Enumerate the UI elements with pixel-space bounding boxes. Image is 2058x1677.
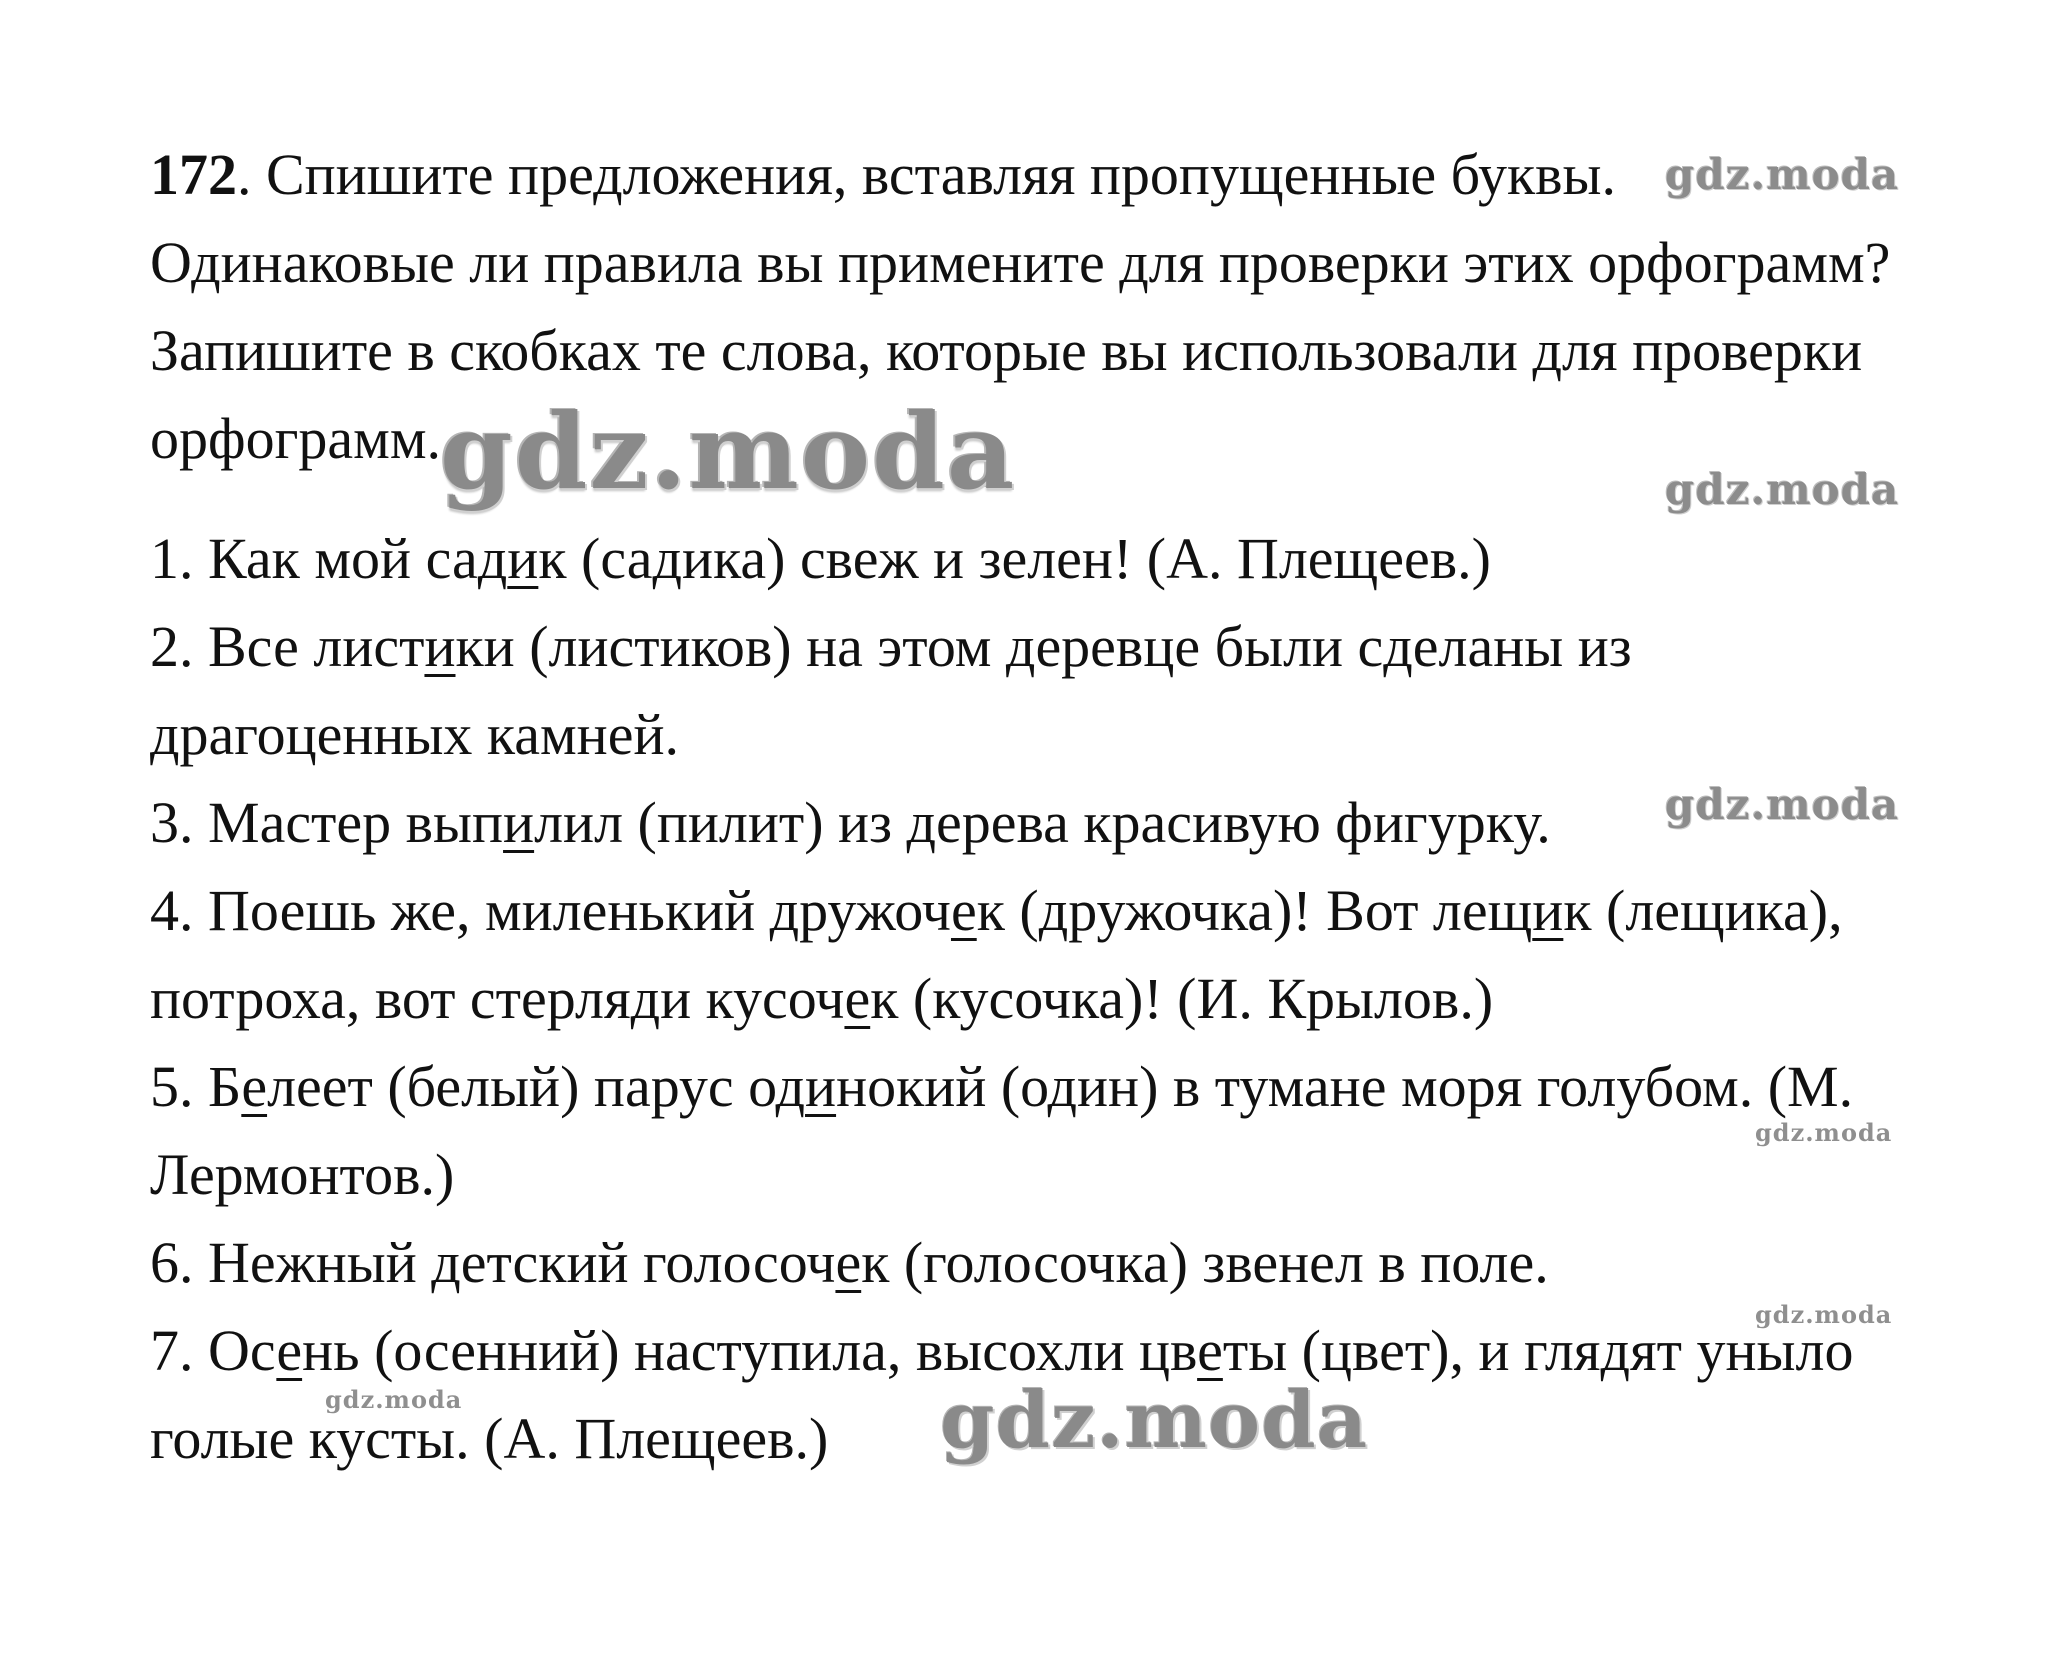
sentence-5-continuation: Лермонтов.) — [150, 1142, 455, 1207]
inserted-letter: е — [241, 1054, 268, 1119]
watermark-logo: gdz.moda — [440, 390, 1017, 513]
sentence-4-continuation: потроха, вот стерляди кусочек (кусочка)! (И. Крылов.) — [150, 966, 1494, 1031]
sentence-1: 1. Как мой садик (садика) свеж и зелен! (А. Плещеев.) — [150, 526, 1491, 591]
inserted-letter: и — [805, 1054, 837, 1119]
inserted-letter: е — [950, 878, 977, 943]
sentence-6: 6. Нежный детский голосочек (голосочка) звенел в поле. — [150, 1230, 1549, 1295]
task-instruction-line-3: Запишите в скобках те слова, которые вы использовали для проверки — [150, 318, 1863, 383]
sentence-3: 3. Мастер выпилил (пилит) из дерева красивую фигурку. — [150, 790, 1551, 855]
sentence-2: 2. Все листики (листиков) на этом деревце были сделаны из — [150, 614, 1632, 679]
sentence-5: 5. Белеет (белый) парус одинокий (один) в тумане моря голубом. (М. — [150, 1054, 1854, 1119]
sentence-7-continuation: голые кусты. (А. Плещеев.) — [150, 1406, 829, 1471]
inserted-letter: е — [844, 966, 871, 1031]
task-instruction-line-1: 172. Спишите предложения, вставляя пропущенные буквы. — [150, 142, 1617, 207]
watermark-logo: gdz.moda — [1665, 465, 1900, 514]
sentence-4: 4. Поешь же, миленький дружочек (дружочка)! Вот лещик (лещика), — [150, 878, 1843, 943]
inserted-letter: е — [1197, 1318, 1223, 1383]
inserted-letter: и — [503, 790, 535, 855]
task-number: 172 — [150, 142, 237, 207]
watermark-logo: gdz.moda — [1755, 1118, 1893, 1147]
inserted-letter: и — [507, 526, 539, 591]
inserted-letter: и — [424, 614, 456, 679]
sentence-2-continuation: драгоценных камней. — [150, 702, 679, 767]
watermark-logo: gdz.moda — [325, 1385, 463, 1414]
watermark-logo: gdz.moda — [1665, 150, 1900, 199]
inserted-letter: е — [276, 1318, 303, 1383]
watermark-logo: gdz.moda — [1755, 1300, 1893, 1329]
task-instruction-line-2: Одинаковые ли правила вы примените для проверки этих орфограмм? — [150, 230, 1891, 295]
watermark-logo: gdz.moda — [1665, 780, 1900, 829]
inserted-letter: е — [835, 1230, 862, 1295]
inserted-letter: и — [1532, 878, 1564, 943]
task-instruction-line-4: орфограмм. — [150, 406, 442, 471]
sentence-7: 7. Осень (осенний) наступила, высохли цветы (цвет), и глядят уныло — [150, 1318, 1854, 1383]
watermark-logo: gdz.moda — [940, 1375, 1369, 1466]
